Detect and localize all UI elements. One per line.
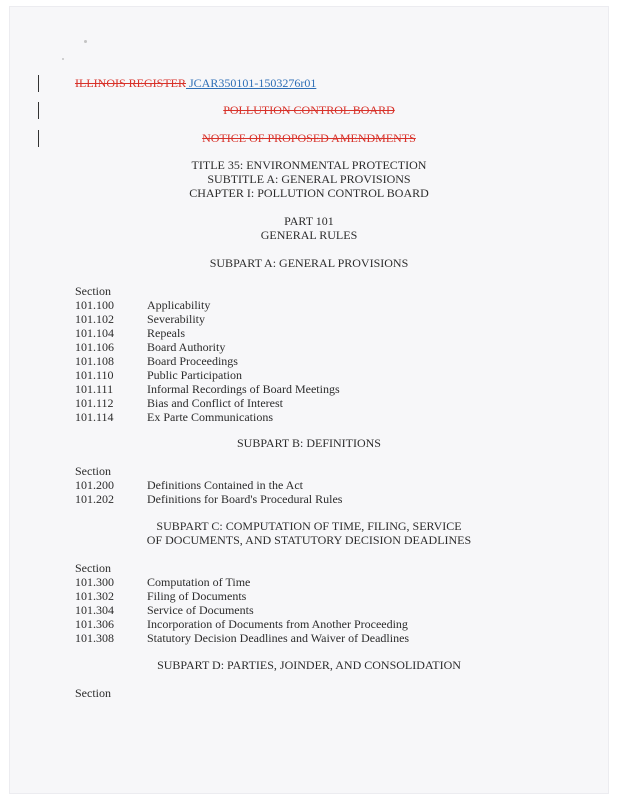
register-inserted-text: JCAR350101-1503276r01 bbox=[189, 76, 317, 90]
section-number: 101.104 bbox=[75, 326, 114, 340]
section-number: 101.110 bbox=[75, 368, 114, 382]
section-title: Public Participation bbox=[147, 368, 242, 382]
section-title: Repeals bbox=[147, 326, 185, 340]
board-deleted-text: POLLUTION CONTROL BOARD bbox=[223, 103, 395, 117]
section-title: Board Proceedings bbox=[147, 354, 238, 368]
section-title: Definitions for Board's Procedural Rules bbox=[147, 492, 343, 506]
section-number: 101.300 bbox=[75, 575, 114, 589]
section-number: 101.306 bbox=[75, 617, 114, 631]
notice-header bbox=[0, 131, 618, 145]
section-title: Severability bbox=[147, 312, 205, 326]
section-title: Filing of Documents bbox=[147, 589, 247, 603]
subpart-d-title: SUBPART D: PARTIES, JOINDER, AND CONSOLIDATION bbox=[157, 658, 461, 672]
scan-speck bbox=[84, 40, 87, 43]
subtitle-heading: SUBTITLE A: GENERAL PROVISIONS bbox=[207, 172, 411, 186]
section-number: 101.114 bbox=[75, 410, 114, 424]
section-number: 101.111 bbox=[75, 382, 114, 396]
part-name-heading: GENERAL RULES bbox=[260, 228, 358, 242]
notice-deleted-text: NOTICE OF PROPOSED AMENDMENTS bbox=[202, 131, 416, 145]
subpart-a-title: SUBPART A: GENERAL PROVISIONS bbox=[209, 256, 409, 270]
section-title: Ex Parte Communications bbox=[147, 410, 273, 424]
section-number: 101.106 bbox=[75, 340, 114, 354]
section-label: Section bbox=[75, 686, 111, 700]
section-label: Section bbox=[75, 284, 111, 298]
section-title: Computation of Time bbox=[147, 575, 251, 589]
section-title: Statutory Decision Deadlines and Waiver of Deadlines bbox=[147, 631, 410, 645]
scan-speck bbox=[62, 58, 64, 60]
section-title: Applicability bbox=[147, 298, 211, 312]
section-title: Definitions Contained in the Act bbox=[147, 478, 303, 492]
register-deleted-text: ILLINOIS REGISTER bbox=[75, 76, 186, 90]
subpart-b-title: SUBPART B: DEFINITIONS bbox=[237, 436, 381, 450]
section-number: 101.100 bbox=[75, 298, 114, 312]
section-number: 101.202 bbox=[75, 492, 114, 506]
section-title: Bias and Conflict of Interest bbox=[147, 396, 283, 410]
chapter-heading: CHAPTER I: POLLUTION CONTROL BOARD bbox=[189, 186, 429, 200]
section-title: Incorporation of Documents from Another Proceeding bbox=[147, 617, 408, 631]
section-title: Informal Recordings of Board Meetings bbox=[147, 382, 340, 396]
section-title: Service of Documents bbox=[147, 603, 254, 617]
register-header bbox=[75, 76, 316, 90]
subpart-c-title-line1: SUBPART C: COMPUTATION OF TIME, FILING, SERVICE bbox=[156, 519, 462, 533]
part-heading: PART 101 bbox=[284, 214, 334, 228]
section-label: Section bbox=[75, 464, 111, 478]
section-number: 101.302 bbox=[75, 589, 114, 603]
section-number: 101.108 bbox=[75, 354, 114, 368]
section-number: 101.200 bbox=[75, 478, 114, 492]
section-title: Board Authority bbox=[147, 340, 226, 354]
subpart-c-title-line2: OF DOCUMENTS, AND STATUTORY DECISION DEADLINES bbox=[146, 533, 472, 547]
board-header bbox=[0, 103, 618, 117]
section-number: 101.308 bbox=[75, 631, 114, 645]
section-number: 101.102 bbox=[75, 312, 114, 326]
title-heading: TITLE 35: ENVIRONMENTAL PROTECTION bbox=[191, 158, 427, 172]
revision-bar bbox=[38, 75, 39, 92]
section-number: 101.112 bbox=[75, 396, 114, 410]
section-number: 101.304 bbox=[75, 603, 114, 617]
section-label: Section bbox=[75, 561, 111, 575]
